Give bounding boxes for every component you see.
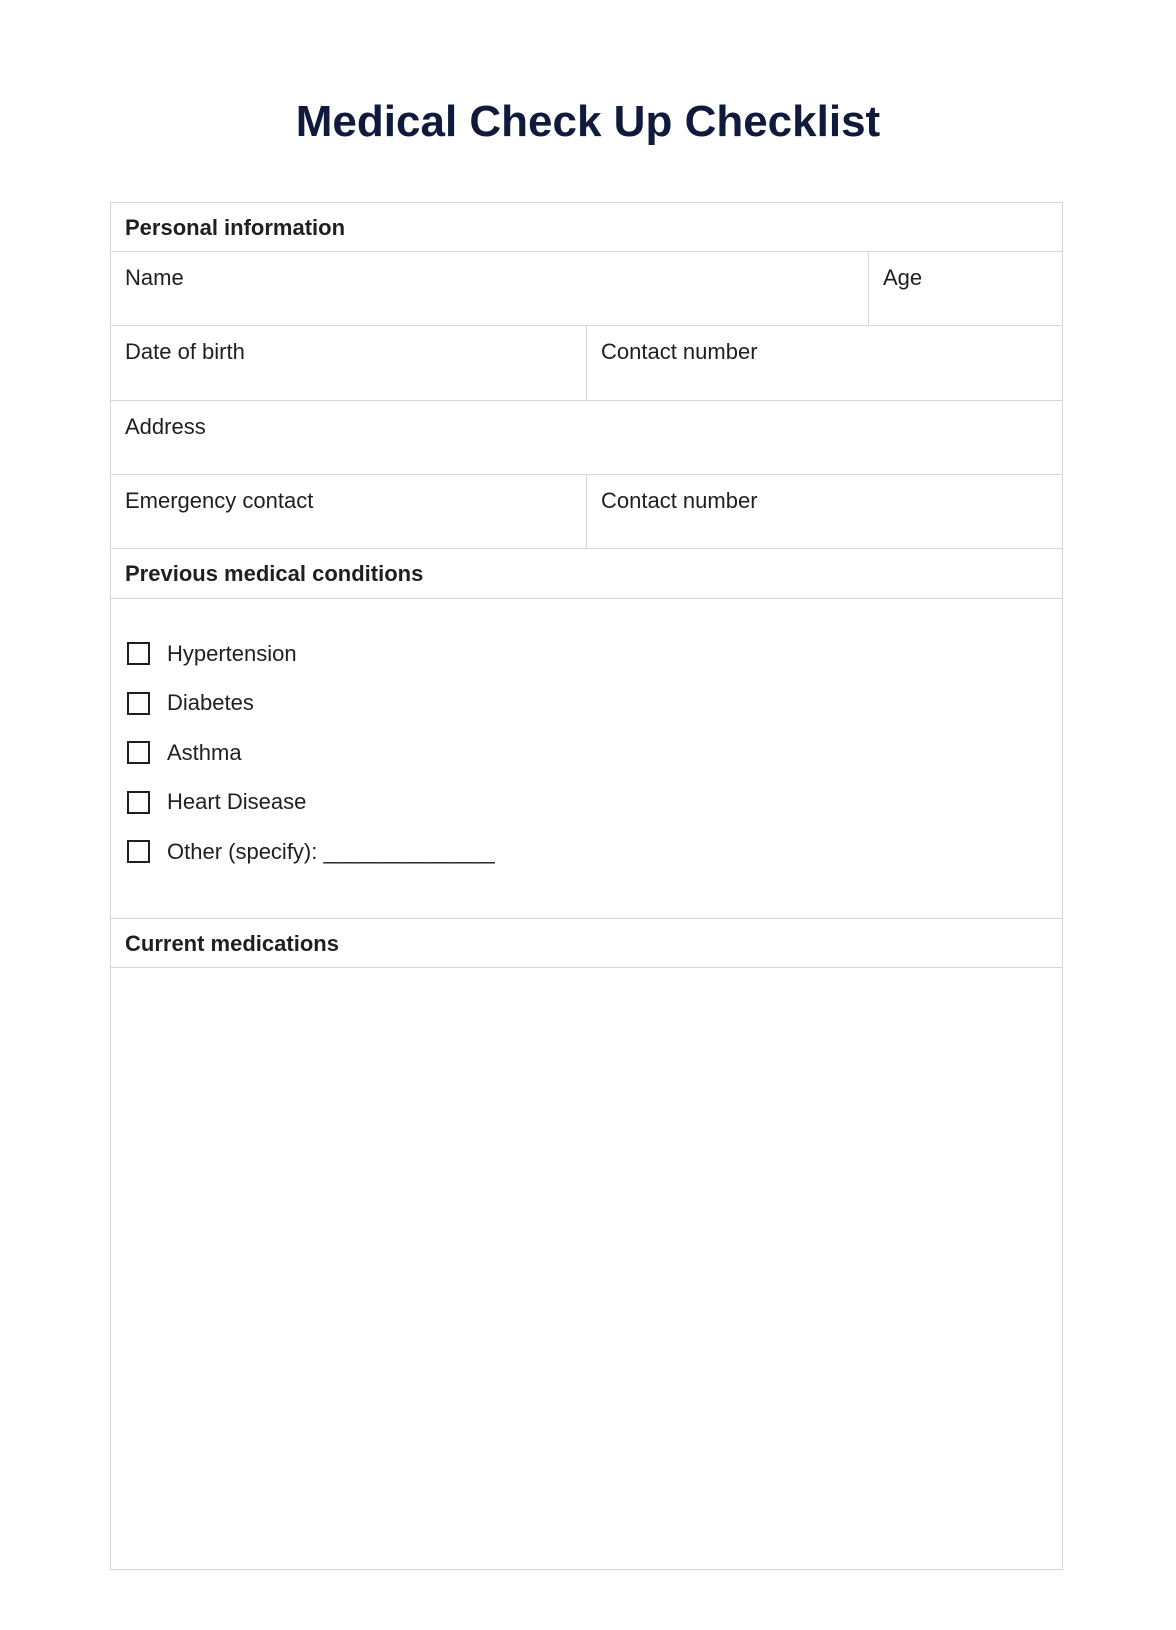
medical-conditions-checklist <box>127 629 495 877</box>
checkbox[interactable] <box>127 741 150 764</box>
condition-label: Other (specify): ______________ <box>167 838 495 864</box>
contact-number-label: Contact number <box>601 339 758 364</box>
condition-asthma[interactable] <box>127 728 495 778</box>
address-label: Address <box>125 414 206 439</box>
emergency-contact-row <box>111 475 1062 549</box>
checkbox[interactable] <box>127 840 150 863</box>
name-field[interactable] <box>111 252 869 325</box>
condition-hypertension[interactable] <box>127 629 495 679</box>
date-of-birth-field[interactable] <box>111 326 587 400</box>
condition-heart-disease[interactable] <box>127 778 495 828</box>
personal-information-header-row <box>111 203 1062 252</box>
section-header-cell <box>111 919 1062 967</box>
address-row <box>111 401 1062 475</box>
checkbox[interactable] <box>127 642 150 665</box>
contact-number-field[interactable] <box>587 326 1062 400</box>
date-of-birth-label: Date of birth <box>125 339 245 364</box>
dob-contact-row <box>111 326 1062 401</box>
emergency-contact-number-label: Contact number <box>601 488 758 513</box>
emergency-contact-field[interactable] <box>111 475 587 548</box>
checklist-form <box>110 202 1063 1570</box>
name-label: Name <box>125 265 184 290</box>
page-title: Medical Check Up Checklist <box>295 97 881 146</box>
medical-conditions-list-row <box>111 599 1062 919</box>
current-medications-header: Current medications <box>125 931 339 956</box>
section-header-cell <box>111 203 1062 251</box>
emergency-contact-label: Emergency contact <box>125 488 314 513</box>
name-age-row <box>111 252 1062 326</box>
current-medications-field[interactable] <box>111 968 1062 1568</box>
condition-label: Diabetes <box>167 690 254 716</box>
address-field[interactable] <box>111 401 1062 474</box>
age-label: Age <box>883 265 923 290</box>
age-field[interactable] <box>869 252 1062 325</box>
checkbox[interactable] <box>127 791 150 814</box>
condition-label: Hypertension <box>167 640 297 666</box>
medical-conditions-header: Previous medical conditions <box>125 561 424 586</box>
section-header-cell <box>111 549 1062 598</box>
condition-diabetes[interactable] <box>127 679 495 729</box>
condition-label: Heart Disease <box>167 789 307 815</box>
condition-label: Asthma <box>167 739 242 765</box>
condition-other[interactable] <box>127 827 495 877</box>
medical-conditions-header-row <box>111 549 1062 599</box>
emergency-contact-number-field[interactable] <box>587 475 1062 548</box>
current-medications-header-row <box>111 919 1062 968</box>
checkbox[interactable] <box>127 692 150 715</box>
personal-information-header: Personal information <box>125 215 346 240</box>
